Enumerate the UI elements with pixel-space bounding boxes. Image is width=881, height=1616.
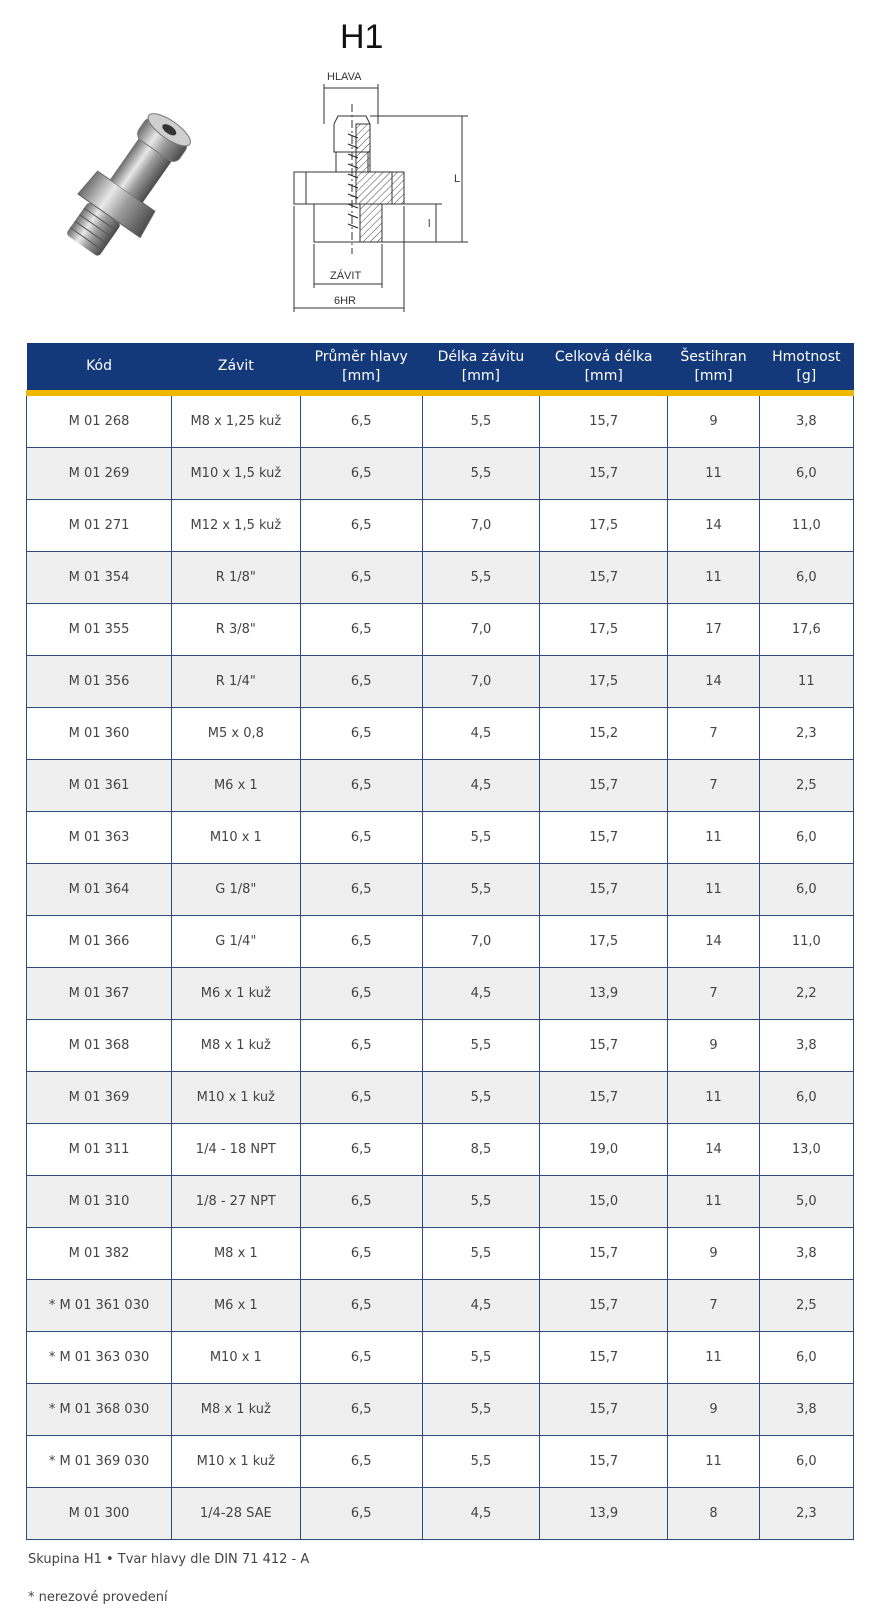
table-cell: M6 x 1 kuž	[172, 968, 301, 1020]
column-header-unit: [mm]	[584, 367, 623, 384]
table-cell: 13,9	[539, 968, 668, 1020]
table-row	[27, 1436, 854, 1488]
table-cell: 17,5	[539, 656, 668, 708]
table-cell: M10 x 1 kuž	[172, 1436, 301, 1488]
table-cell: 6,5	[300, 1124, 422, 1176]
table-cell: M5 x 0,8	[172, 708, 301, 760]
table-row	[27, 1020, 854, 1072]
table-cell: 15,2	[539, 708, 668, 760]
table-row	[27, 500, 854, 552]
table-cell: 15,7	[539, 552, 668, 604]
table-cell: M 01 271	[27, 500, 172, 552]
table-cell: 15,7	[539, 1072, 668, 1124]
table-cell: 2,3	[759, 1488, 853, 1540]
table-cell: 15,7	[539, 393, 668, 448]
table-cell: 2,2	[759, 968, 853, 1020]
hex-label: 6HR	[334, 295, 357, 307]
table-cell: 6,5	[300, 1228, 422, 1280]
table-cell: 6,0	[759, 448, 853, 500]
table-cell: 4,5	[422, 1488, 539, 1540]
table-cell: 6,5	[300, 448, 422, 500]
table-cell: 2,3	[759, 708, 853, 760]
table-row	[27, 552, 854, 604]
column-header-label: Závit	[217, 358, 254, 374]
table-cell: 11	[668, 448, 759, 500]
table-cell: M 01 364	[27, 864, 172, 916]
table-cell: 6,5	[300, 1384, 422, 1436]
table-cell: 6,5	[300, 1332, 422, 1384]
table-cell: 7	[668, 760, 759, 812]
table-cell: M 01 366	[27, 916, 172, 968]
table-cell: 15,7	[539, 1332, 668, 1384]
column-header-unit: [g]	[796, 367, 817, 384]
column-header-label: Kód	[86, 358, 112, 374]
table-cell: 17,5	[539, 604, 668, 656]
column-header	[759, 343, 853, 393]
table-cell: M8 x 1 kuž	[172, 1020, 301, 1072]
table-cell: M 01 361	[27, 760, 172, 812]
table-cell: 14	[668, 500, 759, 552]
table-row	[27, 968, 854, 1020]
table-cell: 6,5	[300, 812, 422, 864]
table-cell: R 1/8"	[172, 552, 301, 604]
product-photo	[52, 98, 212, 268]
table-cell: 17,5	[539, 500, 668, 552]
head-label: HLAVA	[327, 71, 362, 83]
table-cell: M 01 300	[27, 1488, 172, 1540]
table-cell: 17	[668, 604, 759, 656]
table-cell: 6,0	[759, 1072, 853, 1124]
table-cell: 11,0	[759, 500, 853, 552]
table-cell: M8 x 1 kuž	[172, 1384, 301, 1436]
table-cell: 5,5	[422, 1072, 539, 1124]
table-cell: 6,5	[300, 552, 422, 604]
table-cell: M 01 354	[27, 552, 172, 604]
table-cell: 17,6	[759, 604, 853, 656]
table-cell: 3,8	[759, 393, 853, 448]
table-cell: 8,5	[422, 1124, 539, 1176]
table-cell: 7,0	[422, 916, 539, 968]
column-header-label: Délka závitu	[437, 348, 525, 365]
table-cell: M 01 310	[27, 1176, 172, 1228]
table-cell: M 01 268	[27, 393, 172, 448]
table-cell: M 01 368	[27, 1020, 172, 1072]
column-header-label: Celková délka	[554, 348, 653, 365]
table-cell: 15,7	[539, 1280, 668, 1332]
table-cell: 4,5	[422, 968, 539, 1020]
table-cell: M6 x 1	[172, 1280, 301, 1332]
table-row	[27, 708, 854, 760]
table-cell: 15,7	[539, 812, 668, 864]
column-header	[300, 343, 422, 393]
table-row	[27, 1280, 854, 1332]
table-cell: M10 x 1	[172, 1332, 301, 1384]
table-cell: 4,5	[422, 1280, 539, 1332]
table-cell: * M 01 361 030	[27, 1280, 172, 1332]
table-cell: 4,5	[422, 708, 539, 760]
table-cell: M 01 369	[27, 1072, 172, 1124]
table-cell: 14	[668, 656, 759, 708]
table-cell: 3,8	[759, 1384, 853, 1436]
table-cell: 11	[759, 656, 853, 708]
table-cell: 6,0	[759, 552, 853, 604]
column-header	[539, 343, 668, 393]
thread-length-label: l	[428, 218, 431, 230]
column-header	[172, 343, 301, 393]
table-cell: 7,0	[422, 656, 539, 708]
table-cell: M 01 311	[27, 1124, 172, 1176]
table-cell: 6,5	[300, 393, 422, 448]
table-row	[27, 864, 854, 916]
table-cell: 11	[668, 1332, 759, 1384]
table-cell: 3,8	[759, 1228, 853, 1280]
table-cell: 15,7	[539, 864, 668, 916]
table-cell: 6,5	[300, 1176, 422, 1228]
table-cell: 6,0	[759, 1436, 853, 1488]
table-cell: M 01 355	[27, 604, 172, 656]
table-cell: 7,0	[422, 604, 539, 656]
table-cell: 1/8 - 27 NPT	[172, 1176, 301, 1228]
column-header-unit: [mm]	[461, 367, 500, 384]
column-header	[27, 343, 172, 393]
table-cell: 6,5	[300, 1072, 422, 1124]
table-cell: 13,0	[759, 1124, 853, 1176]
table-cell: 11	[668, 552, 759, 604]
column-header-label: Hmotnost	[772, 348, 841, 365]
table-cell: R 1/4"	[172, 656, 301, 708]
column-header-label: Šestihran	[680, 348, 747, 365]
table-cell: M 01 356	[27, 656, 172, 708]
table-cell: 17,5	[539, 916, 668, 968]
table-cell: 9	[668, 1228, 759, 1280]
table-row	[27, 1332, 854, 1384]
table-cell: 1/4-28 SAE	[172, 1488, 301, 1540]
table-cell: 13,9	[539, 1488, 668, 1540]
table-cell: 4,5	[422, 760, 539, 812]
table-cell: 5,5	[422, 1384, 539, 1436]
table-cell: 5,5	[422, 393, 539, 448]
table-cell: 15,7	[539, 1228, 668, 1280]
table-cell: 6,5	[300, 864, 422, 916]
table-cell: 11,0	[759, 916, 853, 968]
table-body	[27, 393, 854, 1540]
table-cell: 11	[668, 1436, 759, 1488]
table-cell: 6,0	[759, 864, 853, 916]
table-cell: M 01 360	[27, 708, 172, 760]
table-row	[27, 604, 854, 656]
table-cell: 15,7	[539, 448, 668, 500]
table-cell: M6 x 1	[172, 760, 301, 812]
table-cell: M 01 382	[27, 1228, 172, 1280]
table-cell: 5,5	[422, 1020, 539, 1072]
table-cell: 15,7	[539, 1384, 668, 1436]
stainless-note: * nerezové provedení	[28, 1590, 168, 1605]
table-cell: 5,5	[422, 864, 539, 916]
table-cell: M12 x 1,5 kuž	[172, 500, 301, 552]
table-cell: 11	[668, 812, 759, 864]
table-cell: 5,5	[422, 1332, 539, 1384]
table-cell: 8	[668, 1488, 759, 1540]
table-cell: 5,5	[422, 1228, 539, 1280]
table-row	[27, 1488, 854, 1540]
table-cell: 15,7	[539, 1436, 668, 1488]
table-cell: 9	[668, 1384, 759, 1436]
table-row	[27, 760, 854, 812]
table-row	[27, 916, 854, 968]
table-cell: M8 x 1,25 kuž	[172, 393, 301, 448]
table-cell: R 3/8"	[172, 604, 301, 656]
column-header	[668, 343, 759, 393]
table-cell: 7	[668, 1280, 759, 1332]
table-cell: 14	[668, 1124, 759, 1176]
table-cell: 2,5	[759, 1280, 853, 1332]
table-cell: 11	[668, 864, 759, 916]
table-cell: 6,5	[300, 1488, 422, 1540]
table-cell: 11	[668, 1072, 759, 1124]
length-label: L	[454, 173, 461, 185]
table-cell: 14	[668, 916, 759, 968]
column-header-unit: [mm]	[694, 367, 733, 384]
table-cell: * M 01 368 030	[27, 1384, 172, 1436]
column-header-label: Průměr hlavy	[314, 348, 408, 365]
table-cell: 6,5	[300, 656, 422, 708]
table-cell: 6,5	[300, 1280, 422, 1332]
specs-table	[26, 343, 854, 1540]
table-cell: 7,0	[422, 500, 539, 552]
table-cell: 6,5	[300, 1436, 422, 1488]
table-cell: M10 x 1,5 kuž	[172, 448, 301, 500]
table-cell: 7	[668, 708, 759, 760]
table-cell: 5,5	[422, 1436, 539, 1488]
table-cell: 7	[668, 968, 759, 1020]
table-cell: 5,5	[422, 1176, 539, 1228]
table-row	[27, 656, 854, 708]
table-header-row	[27, 343, 854, 393]
table-cell: 6,5	[300, 760, 422, 812]
table-cell: M 01 269	[27, 448, 172, 500]
table-cell: 15,7	[539, 1020, 668, 1072]
table-cell: 5,5	[422, 812, 539, 864]
table-row	[27, 1124, 854, 1176]
table-cell: 19,0	[539, 1124, 668, 1176]
table-row	[27, 393, 854, 448]
table-cell: 9	[668, 393, 759, 448]
table-cell: M8 x 1	[172, 1228, 301, 1280]
table-row	[27, 1228, 854, 1280]
table-cell: 6,5	[300, 604, 422, 656]
table-cell: * M 01 363 030	[27, 1332, 172, 1384]
thread-label: ZÁVIT	[330, 270, 362, 282]
table-cell: 5,5	[422, 448, 539, 500]
table-cell: 6,0	[759, 812, 853, 864]
table-row	[27, 1176, 854, 1228]
table-row	[27, 1384, 854, 1436]
table-cell: 6,5	[300, 968, 422, 1020]
technical-drawing	[286, 64, 486, 324]
group-note: Skupina H1 • Tvar hlavy dle DIN 71 412 - A	[28, 1552, 310, 1567]
table-row	[27, 1072, 854, 1124]
table-cell: 15,7	[539, 760, 668, 812]
table-cell: 5,0	[759, 1176, 853, 1228]
table-cell: M 01 363	[27, 812, 172, 864]
table-cell: 6,5	[300, 916, 422, 968]
table-cell: 15,0	[539, 1176, 668, 1228]
table-cell: 2,5	[759, 760, 853, 812]
table-cell: 11	[668, 1176, 759, 1228]
table-cell: G 1/8"	[172, 864, 301, 916]
table-cell: 9	[668, 1020, 759, 1072]
page-title: H1	[340, 18, 384, 56]
table-cell: 6,5	[300, 708, 422, 760]
table-cell: 6,0	[759, 1332, 853, 1384]
table-cell: M 01 367	[27, 968, 172, 1020]
table-cell: 6,5	[300, 500, 422, 552]
column-header	[422, 343, 539, 393]
column-header-unit: [mm]	[342, 367, 381, 384]
table-cell: 1/4 - 18 NPT	[172, 1124, 301, 1176]
table-row	[27, 812, 854, 864]
table-cell: 6,5	[300, 1020, 422, 1072]
table-row	[27, 448, 854, 500]
table-cell: 3,8	[759, 1020, 853, 1072]
table-cell: G 1/4"	[172, 916, 301, 968]
table-cell: * M 01 369 030	[27, 1436, 172, 1488]
table-cell: 5,5	[422, 552, 539, 604]
table-cell: M10 x 1 kuž	[172, 1072, 301, 1124]
table-cell: M10 x 1	[172, 812, 301, 864]
